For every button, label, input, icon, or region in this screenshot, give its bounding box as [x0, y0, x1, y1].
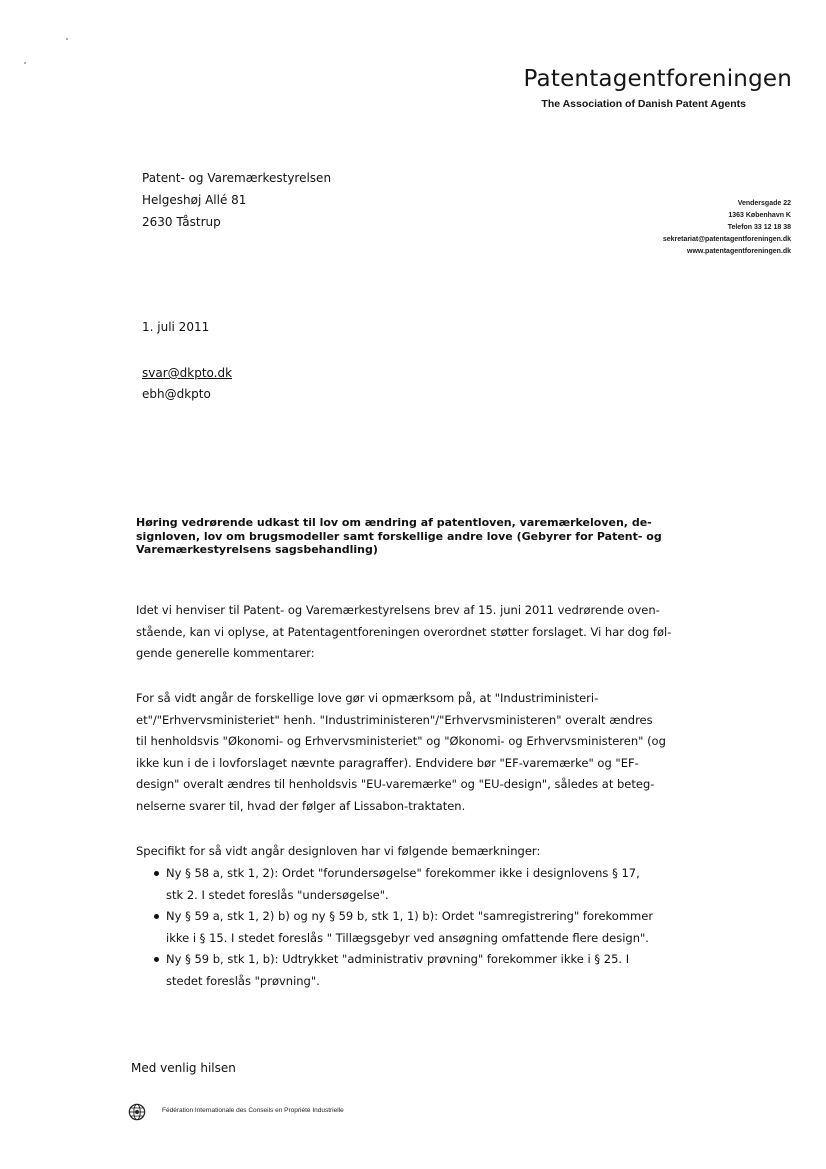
- organization-name: Patentagentforeningen: [523, 66, 792, 92]
- paragraph-line: Specifikt for så vidt angår designloven har vi følgende bemærkninger:: [136, 844, 541, 858]
- paragraph-line: til henholdsvis "Økonomi- og Erhvervsministeriet" og "Økonomi- og Erhvervsministeren" (og: [136, 734, 666, 748]
- sender-contact: [540, 198, 791, 258]
- contact-street: Vendersgade 22: [737, 200, 791, 207]
- recipient-street: Helgeshøj Allé 81: [142, 193, 247, 207]
- list-item-line: Ny § 59 b, stk 1, b): Udtrykket "administrativ prøvning" forekommer ikke i § 25. I: [166, 952, 630, 966]
- list-item-line: ikke i § 15. I stedet foreslås " Tillægsgebyr ved ansøgning omfattende flere design".: [166, 930, 649, 945]
- email-secondary: ebh@dkpto: [142, 387, 211, 401]
- bullet-icon: [154, 914, 159, 919]
- paragraph-line: nelserne svarer til, hvad der følger af Lissabon-traktaten.: [136, 798, 466, 813]
- bullet-icon: [154, 957, 159, 962]
- email-link-primary[interactable]: svar@dkpto.dk: [142, 366, 233, 380]
- paragraph-line: stående, kan vi oplyse, at Patentagentforeningen overordnet støtter forslaget. Vi har dog føl-: [136, 624, 672, 639]
- footer: [128, 1103, 528, 1123]
- paragraph-line: design" overalt ændres til henholdsvis "EU-varemærke" og "EU-design", således at beteg-: [136, 777, 655, 791]
- organization-subtitle: The Association of Danish Patent Agents: [541, 98, 746, 110]
- recipient-city: 2630 Tåstrup: [142, 215, 221, 229]
- list-item-line: stk 2. I stedet foreslås "undersøgelse".: [166, 887, 389, 902]
- paragraph-line: et"/"Erhvervsministeriet" henh. "Industriministeren"/"Erhvervsministeren" overalt ændres: [136, 712, 653, 727]
- subject-line: Høring vedrørende udkast til lov om ændring af patentloven, varemærkeloven, de-: [136, 516, 652, 529]
- list-item-line: Ny § 59 a, stk 1, 2) b) og ny § 59 b, stk 1, 1) b): Ordet "samregistrering" forekommer: [166, 909, 654, 923]
- contact-phone: Telefon 33 12 18 38: [727, 224, 791, 231]
- general-comments-paragraph: [136, 688, 736, 817]
- contact-web: www.patentagentforeningen.dk: [687, 248, 791, 255]
- paragraph-line: ikke kun i de i lovforslaget nævnte paragraffer). Endvidere bør "EF-varemærke" og "EF-: [136, 755, 639, 770]
- list-item-line: Ny § 58 a, stk 1, 2): Ordet "forundersøgelse" forekommer ikke i designlovens § 17,: [166, 866, 640, 880]
- closing-greeting: Med venlig hilsen: [131, 1061, 236, 1075]
- scan-speck: [24, 62, 26, 64]
- recipient-address: [142, 167, 331, 233]
- letter-subject: [136, 516, 726, 557]
- design-law-remarks-list: [136, 863, 736, 992]
- globe-logo-icon: [128, 1103, 146, 1121]
- recipient-name: Patent- og Varemærkestyrelsen: [142, 171, 332, 185]
- paragraph-line: Idet vi henviser til Patent- og Varemærkestyrelsens brev af 15. juni 2011 vedrørende oven-: [136, 603, 660, 617]
- letter-date: 1. juli 2011: [142, 320, 210, 334]
- list-item-line: stedet foreslås "prøvning".: [166, 973, 320, 988]
- paragraph-line: For så vidt angår de forskellige love gør vi opmærksom på, at "Industriministeri-: [136, 691, 599, 705]
- contact-city: 1363 København K: [728, 212, 791, 219]
- bullet-icon: [154, 871, 159, 876]
- footer-text: Fédération Internationale des Conseils en Propriété Industrielle: [162, 1107, 344, 1114]
- intro-paragraph: [136, 600, 736, 665]
- paragraph-line: gende generelle kommentarer:: [136, 646, 315, 660]
- list-item: [136, 906, 736, 949]
- recipient-emails: [142, 363, 232, 405]
- scan-speck: [66, 38, 68, 40]
- contact-email: sekretariat@patentagentforeningen.dk: [662, 236, 791, 243]
- design-law-intro: [136, 841, 736, 863]
- list-item: [136, 863, 736, 906]
- subject-line: signloven, lov om brugsmodeller samt forskellige andre love (Gebyrer for Patent- og: [136, 529, 662, 543]
- list-item: [136, 949, 736, 992]
- subject-line: Varemærkestyrelsens sagsbehandling): [136, 543, 378, 556]
